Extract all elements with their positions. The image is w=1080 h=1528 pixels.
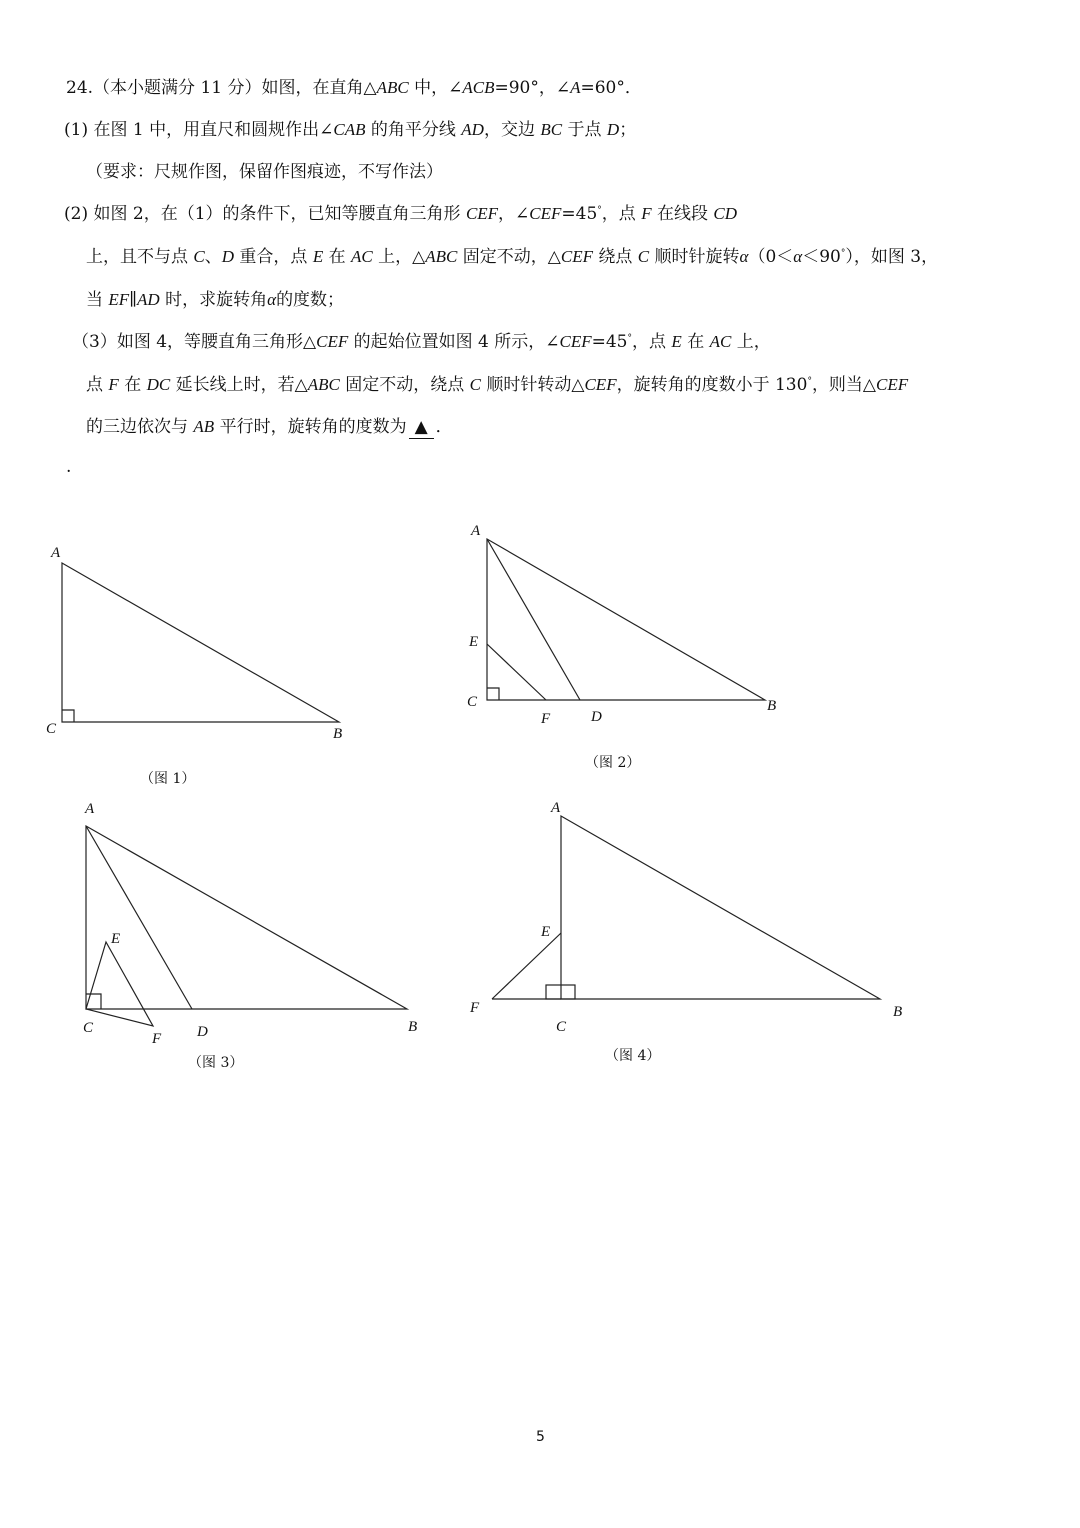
problem-number: 24. bbox=[66, 78, 94, 98]
var-ac: AC bbox=[351, 247, 373, 266]
part2-text: （0＜ bbox=[748, 247, 794, 267]
label-b: B bbox=[893, 1004, 903, 1020]
label-c: C bbox=[46, 721, 57, 737]
part3-text: 在 bbox=[681, 332, 710, 352]
part2-text: ＜90 bbox=[802, 247, 841, 267]
label-b: B bbox=[767, 698, 777, 714]
part3-text: 如图 4，等腰直角三角形△ bbox=[116, 332, 317, 352]
part2-text: 的度数； bbox=[276, 290, 345, 310]
right-angle-mark bbox=[62, 710, 74, 722]
part3-text: 固定不动，绕点 bbox=[339, 375, 470, 395]
part3-text: ，则当△ bbox=[811, 375, 877, 395]
var-cef: CEF bbox=[559, 332, 592, 351]
degree-sup: ° bbox=[597, 205, 602, 216]
part1-text: 在图 1 中，用直尺和圆规作出∠ bbox=[88, 120, 334, 140]
stray-dot: . bbox=[66, 457, 72, 477]
figure-3 bbox=[83, 801, 417, 1071]
segment-ef bbox=[487, 644, 546, 700]
part2-text: 在 bbox=[323, 247, 352, 267]
triangle-abc bbox=[62, 563, 339, 722]
part2-text-4: ，点 bbox=[601, 204, 642, 224]
var-c: C bbox=[193, 247, 205, 266]
right-angle-mark bbox=[487, 688, 499, 700]
var-cd: CD bbox=[713, 204, 738, 223]
var-cef: CEF bbox=[584, 375, 617, 394]
figure-2-caption: （图 2） bbox=[585, 755, 641, 771]
var-cef: CEF bbox=[876, 375, 909, 394]
var-c: C bbox=[637, 247, 650, 266]
part1-text-5: ； bbox=[619, 120, 637, 140]
var-c: C bbox=[469, 375, 481, 394]
var-a: A bbox=[570, 78, 581, 97]
triangle-symbol: △ bbox=[363, 78, 377, 98]
var-e: E bbox=[312, 247, 324, 266]
degree-sup: ° bbox=[840, 248, 846, 259]
label-d: D bbox=[591, 709, 602, 725]
part2-text-5: 在线段 bbox=[651, 204, 714, 224]
header-text: 如图，在直角 bbox=[261, 78, 364, 98]
label-c: C bbox=[556, 1019, 567, 1035]
part2-text: ），如图 3， bbox=[845, 247, 939, 267]
part2-text: 时，求旋转角 bbox=[159, 290, 268, 310]
label-c: C bbox=[83, 1020, 94, 1036]
var-abc: ABC bbox=[307, 375, 340, 394]
part2-number: (2) bbox=[64, 204, 89, 224]
var-acb: ACB bbox=[462, 78, 495, 97]
part2-text-2: ，∠ bbox=[498, 204, 530, 224]
degree-sup: ° bbox=[627, 333, 633, 344]
page-number: 5 bbox=[536, 1429, 545, 1445]
degree-sup: ° bbox=[807, 376, 812, 387]
var-f: F bbox=[641, 204, 652, 223]
var-ad: AD bbox=[461, 120, 484, 139]
part1-text-4: 于点 bbox=[562, 120, 607, 140]
label-a: A bbox=[85, 801, 95, 817]
part2-text: 重合，点 bbox=[234, 247, 313, 267]
parallel-symbol: ∥ bbox=[129, 290, 138, 310]
var-cef: CEF bbox=[465, 204, 499, 223]
part2-text: 固定不动，△ bbox=[457, 247, 561, 267]
problem-score: （本小题满分 11 分） bbox=[93, 78, 262, 98]
part3-text: 的三边依次与 bbox=[86, 417, 194, 437]
answer-blank: ▲ bbox=[409, 416, 434, 439]
part3-text: 上， bbox=[731, 332, 771, 352]
var-bc: BC bbox=[540, 120, 563, 139]
part2-text: 上，△ bbox=[372, 247, 426, 267]
figure-4-caption: （图 4） bbox=[605, 1048, 661, 1064]
var-ac: AC bbox=[709, 332, 732, 351]
var-alpha: α bbox=[793, 247, 803, 266]
var-cef: CEF bbox=[560, 247, 593, 266]
part3-text: ，旋转角的度数小于 130 bbox=[616, 375, 808, 395]
part3-text: 平行时，旋转角的度数为 bbox=[214, 417, 407, 437]
bisector-ad bbox=[86, 826, 192, 1009]
var-cab: CAB bbox=[333, 120, 366, 139]
part3-text: 顺时针转动△ bbox=[480, 375, 585, 395]
var-cef: CEF bbox=[529, 204, 562, 223]
label-f: F bbox=[470, 1000, 480, 1016]
label-e: E bbox=[541, 924, 551, 940]
var-d: D bbox=[606, 120, 620, 139]
var-alpha: α bbox=[739, 247, 749, 266]
label-f: F bbox=[152, 1031, 162, 1047]
label-a: A bbox=[51, 545, 61, 561]
triangle-abc bbox=[487, 539, 765, 700]
part3-text: 点 bbox=[86, 375, 109, 395]
header-text-4: =60°． bbox=[580, 78, 642, 98]
part1-text-2: 的角平分线 bbox=[365, 120, 462, 140]
figure-3-caption: （图 3） bbox=[188, 1055, 244, 1071]
var-cef: CEF bbox=[316, 332, 349, 351]
label-a: A bbox=[551, 800, 561, 816]
label-d: D bbox=[197, 1024, 208, 1040]
header-text-3: =90°，∠ bbox=[494, 78, 571, 98]
figure-2 bbox=[467, 523, 776, 771]
part3-text: ，点 bbox=[632, 332, 672, 352]
part3-text: ． bbox=[435, 417, 453, 437]
var-abc: ABC bbox=[376, 78, 409, 97]
var-alpha: α bbox=[267, 290, 277, 309]
label-b: B bbox=[408, 1019, 418, 1035]
part3-text: =45 bbox=[591, 332, 628, 352]
part2-text: 上，且不与点 bbox=[86, 247, 194, 267]
header-text-2: 中，∠ bbox=[408, 78, 463, 98]
part2-text: 绕点 bbox=[592, 247, 638, 267]
part2-text: 当 bbox=[86, 290, 109, 310]
var-abc: ABC bbox=[425, 247, 458, 266]
label-f: F bbox=[541, 711, 551, 727]
var-ef: EF bbox=[108, 290, 130, 309]
triangle-abc bbox=[561, 816, 880, 999]
label-e: E bbox=[111, 931, 121, 947]
figure-1-caption: （图 1） bbox=[140, 771, 196, 787]
triangle-abc bbox=[86, 826, 407, 1009]
segment-fe bbox=[492, 933, 561, 999]
var-d: D bbox=[221, 247, 235, 266]
label-a: A bbox=[471, 523, 481, 539]
figure-4 bbox=[469, 800, 902, 1064]
part2-text: 顺时针旋转 bbox=[649, 247, 740, 267]
part3-text: 延长线上时，若△ bbox=[170, 375, 308, 395]
label-b: B bbox=[333, 726, 343, 742]
part2-text: 如图 2，在（1）的条件下，已知等腰直角三角形 bbox=[88, 204, 466, 224]
bisector-ad bbox=[487, 539, 580, 700]
var-ab: AB bbox=[193, 417, 215, 436]
label-c: C bbox=[467, 694, 478, 710]
triangle-cef bbox=[86, 942, 153, 1026]
part3-text: 的起始位置如图 4 所示，∠ bbox=[348, 332, 560, 352]
part2-text-3: =45 bbox=[561, 204, 598, 224]
part2-text: 、 bbox=[204, 247, 222, 267]
label-e: E bbox=[469, 634, 479, 650]
part1-requirement: （要求：尺规作图，保留作图痕迹，不写作法） bbox=[86, 162, 443, 182]
var-f: F bbox=[108, 375, 119, 394]
part3-text: 在 bbox=[118, 375, 147, 395]
figure-1 bbox=[46, 545, 342, 787]
var-e: E bbox=[671, 332, 682, 351]
part3-number: （3） bbox=[72, 332, 117, 352]
var-dc: DC bbox=[146, 375, 171, 394]
part1-number: (1) bbox=[64, 120, 89, 140]
var-ad: AD bbox=[137, 290, 160, 309]
part1-text-3: ，交边 bbox=[483, 120, 541, 140]
